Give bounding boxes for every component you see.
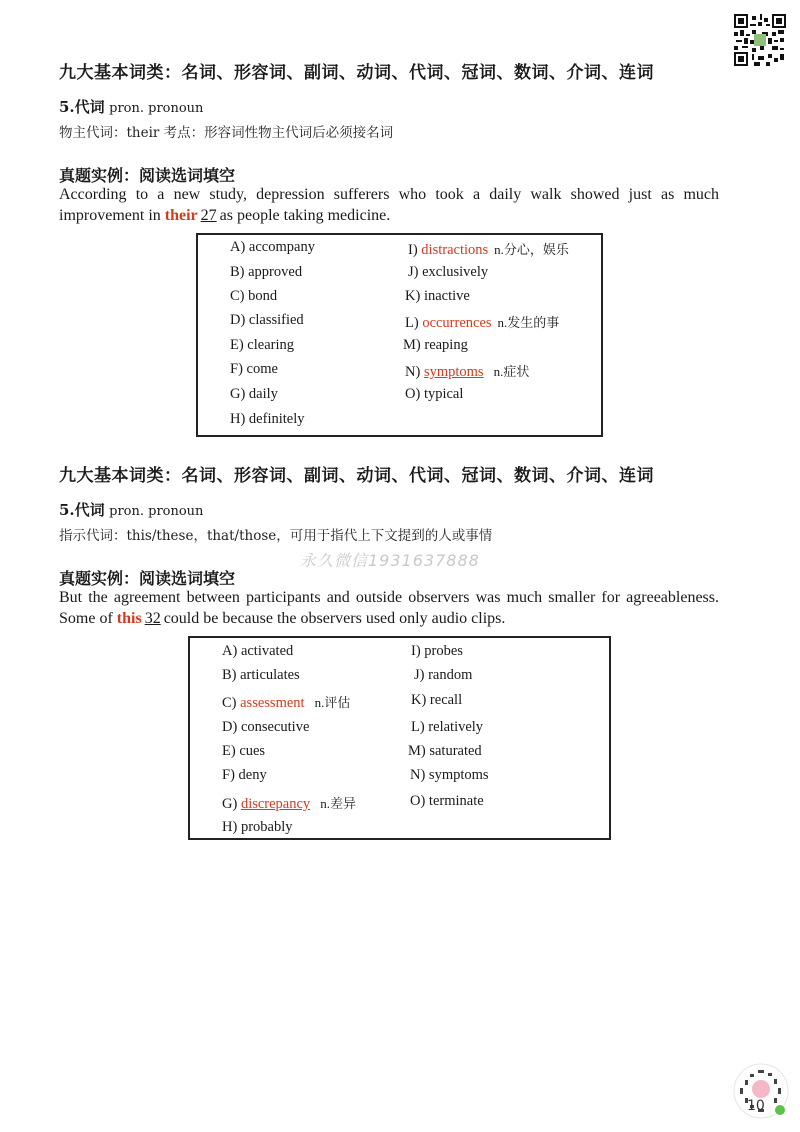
section-1-title: 九大基本词类：名词、形容词、副词、动词、代词、冠词、数词、介词、连词 (59, 63, 654, 83)
keyword-this: this (116, 610, 142, 627)
page-number: 10 (747, 1098, 765, 1114)
option-c: C) bond (230, 288, 278, 304)
option-e: E) cues (222, 743, 266, 759)
option-h: H) probably (222, 819, 293, 835)
option-k: K) inactive (405, 288, 470, 304)
option-b: B) approved (230, 264, 303, 280)
section-2-passage: But the agreement between participants and outside observers was much smaller for agreeableness. Some of this 32 could be because the observers used only audio clips. (59, 589, 719, 627)
blank-number: 27 (200, 207, 217, 224)
option-e: E) clearing (230, 337, 295, 353)
section-1-heading (59, 96, 203, 117)
qr-code (734, 14, 786, 66)
option-c: C) assessment n.评估 (222, 695, 351, 711)
option-m: M) reaping (403, 337, 468, 353)
option-g: G) discrepancy n.差异 (222, 796, 356, 812)
blank-number: 32 (144, 610, 161, 627)
option-d: D) classified (230, 312, 304, 328)
option-b: B) articulates (222, 667, 300, 683)
section-1-passage: According to a new study, depression sufferers who took a daily walk showed just as much improvement in their 27 as people taking medicine. (59, 186, 719, 224)
heading-subtitle: pron. pronoun (109, 504, 204, 519)
option-n: N) symptoms (410, 767, 489, 783)
option-k: K) recall (411, 692, 463, 708)
option-m: M) saturated (408, 743, 482, 759)
section-2-example-heading: 真题实例：阅读选词填空 (59, 569, 236, 588)
option-h: H) definitely (230, 411, 305, 427)
section-2-heading (59, 499, 203, 520)
option-a: A) accompany (230, 239, 315, 255)
watermark: 永久微信1931637888 (300, 551, 480, 570)
option-j: J) exclusively (408, 264, 489, 280)
heading-number: 5.代词 (59, 98, 105, 116)
keyword-their: their (164, 207, 198, 224)
option-f: F) deny (222, 767, 267, 783)
option-l: L) occurrences n.发生的事 (405, 315, 560, 331)
option-d: D) consecutive (222, 719, 310, 735)
option-f: F) come (230, 361, 278, 377)
option-n: N) symptoms n.症状 (405, 364, 530, 380)
option-i: I) probes (411, 643, 463, 659)
section-1-example-heading: 真题实例：阅读选词填空 (59, 166, 236, 185)
option-a: A) activated (222, 643, 294, 659)
option-i: I) distractions n.分心，娱乐 (408, 242, 569, 258)
section-1-note: 物主代词：their 考点：形容词性物主代词后必须接名词 (59, 125, 394, 141)
heading-number: 5.代词 (59, 501, 105, 519)
option-g: G) daily (230, 386, 278, 402)
section-2-title: 九大基本词类：名词、形容词、副词、动词、代词、冠词、数词、介词、连词 (59, 466, 654, 486)
heading-subtitle: pron. pronoun (109, 101, 204, 116)
option-j: J) random (414, 667, 473, 683)
section-2-note: 指示代词：this/these，that/those，可用于指代上下文提到的人或事情 (59, 528, 493, 544)
option-l: L) relatively (411, 719, 484, 735)
option-o: O) terminate (410, 793, 484, 809)
option-o: O) typical (405, 386, 464, 402)
